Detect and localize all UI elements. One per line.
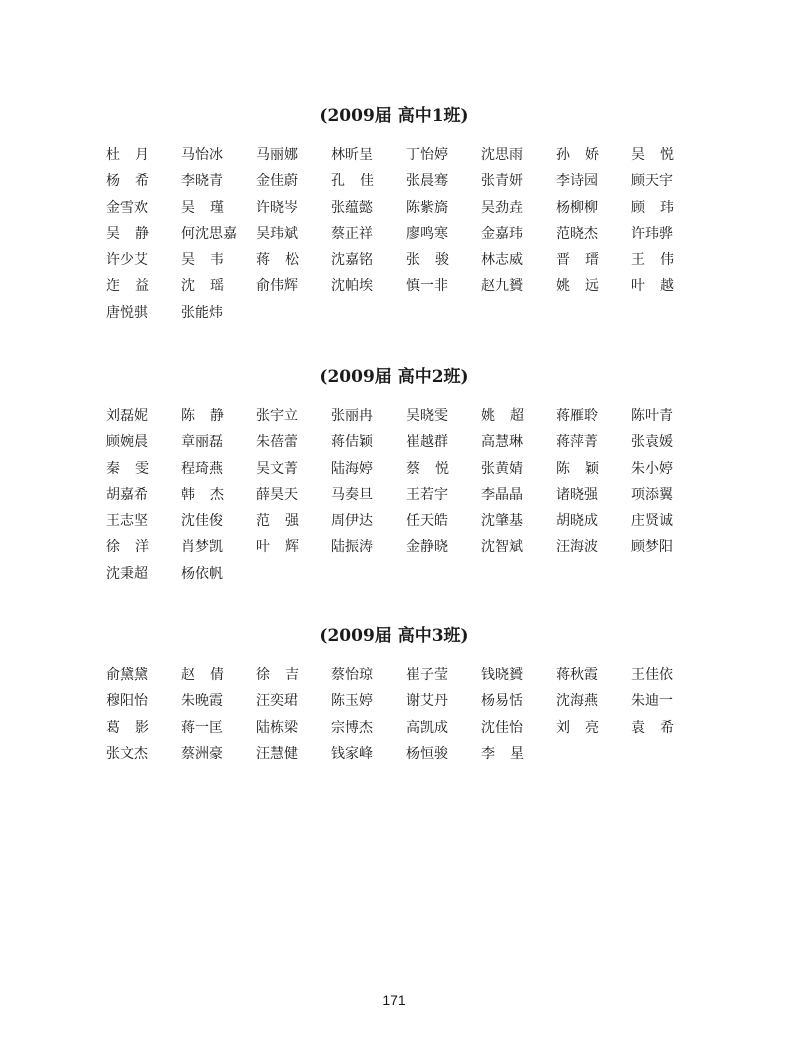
student-name: 范 强 xyxy=(256,513,299,530)
student-name: 汪奕珺 xyxy=(256,693,298,710)
section-title: (2009届 高中3班) xyxy=(319,626,469,646)
student-name: 俞伟辉 xyxy=(256,278,298,295)
student-name: 顾天宇 xyxy=(631,173,673,190)
student-name: 朱迪一 xyxy=(631,693,673,710)
student-name: 顾婉晨 xyxy=(106,434,148,451)
student-name: 陈 静 xyxy=(181,408,224,424)
student-name: 叶 辉 xyxy=(256,539,299,556)
student-name: 沈肇基 xyxy=(481,513,523,530)
student-name: 林志威 xyxy=(481,252,523,269)
student-name: 陈紫旖 xyxy=(406,199,448,216)
student-name: 张能炜 xyxy=(181,304,223,321)
student-name: 吴 悦 xyxy=(631,147,674,163)
student-name: 王佳依 xyxy=(631,667,673,683)
student-name: 姚 超 xyxy=(481,408,524,424)
student-name: 林昕呈 xyxy=(331,147,373,163)
student-name: 朱小婷 xyxy=(631,460,673,477)
student-name: 徐 吉 xyxy=(256,667,299,683)
student-name: 薛昊天 xyxy=(256,486,298,503)
student-name: 李晓青 xyxy=(181,173,223,190)
student-name: 赵 倩 xyxy=(181,667,224,683)
student-name: 沈智斌 xyxy=(481,539,523,556)
student-name: 迮 益 xyxy=(106,278,149,295)
student-name: 许少艾 xyxy=(106,252,148,269)
student-name: 金雪欢 xyxy=(106,199,148,216)
student-name: 马丽娜 xyxy=(256,147,298,163)
student-name: 诸晓强 xyxy=(556,486,598,503)
student-name: 刘 亮 xyxy=(556,719,599,736)
student-name: 蒋 松 xyxy=(256,252,299,269)
student-name: 袁 希 xyxy=(631,719,674,736)
name-grid xyxy=(106,145,706,329)
student-name: 顾梦阳 xyxy=(631,539,673,556)
student-name: 李诗园 xyxy=(556,173,598,190)
student-name: 沈帕埃 xyxy=(331,278,373,295)
student-name: 慎一非 xyxy=(406,278,448,295)
student-name: 张丽冉 xyxy=(331,408,373,424)
student-name: 刘磊妮 xyxy=(106,408,148,424)
student-name: 蒋萍菁 xyxy=(556,434,598,451)
student-name: 胡晓成 xyxy=(556,513,598,530)
student-name: 庄贤诚 xyxy=(631,513,673,530)
student-name: 金静晓 xyxy=(406,539,448,556)
student-name: 唐悦骐 xyxy=(106,304,148,321)
student-name: 蔡 悦 xyxy=(406,460,449,477)
student-name: 陈叶青 xyxy=(631,408,673,424)
student-name: 陈 颖 xyxy=(556,460,599,477)
student-name: 程琦燕 xyxy=(181,460,223,477)
student-name: 陆栋梁 xyxy=(256,719,298,736)
student-name: 肖梦凯 xyxy=(181,539,223,556)
student-name: 孔 佳 xyxy=(331,173,374,190)
student-name: 俞黛黛 xyxy=(106,667,148,683)
student-name: 张蕴懿 xyxy=(331,199,373,216)
student-name: 沈秉超 xyxy=(106,565,148,582)
page-number: 171 xyxy=(382,992,406,1008)
student-name: 李晶晶 xyxy=(481,486,523,503)
student-name: 陆振涛 xyxy=(331,539,373,556)
student-name: 胡嘉希 xyxy=(106,486,148,503)
student-name: 徐 洋 xyxy=(106,539,149,556)
student-name: 廖鸣寒 xyxy=(406,225,448,242)
student-name: 丁怡婷 xyxy=(406,147,448,163)
student-name: 张文杰 xyxy=(106,745,148,762)
student-name: 杨依帆 xyxy=(181,565,223,582)
student-name: 沈嘉铭 xyxy=(331,252,373,269)
student-name: 周伊达 xyxy=(331,513,373,530)
student-name: 蒋雁聆 xyxy=(556,408,598,424)
student-name: 晋 瑨 xyxy=(556,252,599,269)
student-name: 张青妍 xyxy=(481,173,523,190)
student-name: 王若宇 xyxy=(406,486,448,503)
student-name: 沈思雨 xyxy=(481,147,523,163)
student-name: 马奏旦 xyxy=(331,486,373,503)
student-name: 蔡洲豪 xyxy=(181,745,223,762)
student-name: 王 伟 xyxy=(631,252,674,269)
student-name: 韩 杰 xyxy=(181,486,224,503)
student-name: 许玮骅 xyxy=(631,225,673,242)
student-name: 高慧琳 xyxy=(481,434,523,451)
student-name: 张 骏 xyxy=(406,252,449,269)
student-name: 赵九贇 xyxy=(481,278,523,295)
student-name: 章丽磊 xyxy=(181,434,223,451)
student-name: 朱蓓蕾 xyxy=(256,434,298,451)
student-name: 朱晚霞 xyxy=(181,693,223,710)
student-name: 穆阳怡 xyxy=(106,693,148,710)
student-name: 张袁媛 xyxy=(631,434,673,451)
student-name: 钱晓贇 xyxy=(481,667,523,683)
student-name: 张晨骞 xyxy=(406,173,448,190)
student-name: 吴 韦 xyxy=(181,252,224,269)
student-name: 何沈思嘉 xyxy=(181,225,237,242)
section-title: (2009届 高中1班) xyxy=(319,106,469,126)
student-name: 蒋一匡 xyxy=(181,719,223,736)
student-name: 崔越群 xyxy=(406,434,448,451)
student-name: 吴 静 xyxy=(106,225,149,242)
student-name: 吴玮斌 xyxy=(256,225,298,242)
student-name: 范晓杰 xyxy=(556,225,598,242)
student-name: 崔子莹 xyxy=(406,667,448,683)
student-name: 沈海燕 xyxy=(556,693,598,710)
student-name: 陈玉婷 xyxy=(331,693,373,710)
student-name: 沈佳怡 xyxy=(481,719,523,736)
student-name: 杜 月 xyxy=(106,147,149,163)
student-name: 汪海波 xyxy=(556,539,598,556)
student-name: 钱家峰 xyxy=(331,745,373,762)
student-name: 吴晓雯 xyxy=(406,408,448,424)
student-name: 叶 越 xyxy=(631,278,674,295)
student-name: 蒋秋霞 xyxy=(556,667,598,683)
student-name: 马怡冰 xyxy=(181,147,223,163)
student-name: 杨 希 xyxy=(106,173,149,190)
student-name: 杨柳柳 xyxy=(556,199,598,216)
student-name: 李 星 xyxy=(481,745,524,762)
student-name: 张黄婧 xyxy=(481,460,523,477)
student-name: 谢艾丹 xyxy=(406,693,448,710)
student-name: 吴 瑾 xyxy=(181,199,224,216)
student-name: 王志坚 xyxy=(106,513,148,530)
student-name: 葛 影 xyxy=(106,719,149,736)
student-name: 蔡怡琼 xyxy=(331,667,373,683)
student-name: 吴文菁 xyxy=(256,460,298,477)
student-name: 杨恒骏 xyxy=(406,745,448,762)
student-name: 宗博杰 xyxy=(331,719,373,736)
student-name: 许晓岑 xyxy=(256,199,298,216)
student-name: 金嘉玮 xyxy=(481,225,523,242)
student-name: 张宇立 xyxy=(256,408,298,424)
name-grid xyxy=(106,406,706,590)
student-name: 孙 娇 xyxy=(556,147,599,163)
student-name: 沈佳俊 xyxy=(181,513,223,530)
student-name: 任天皓 xyxy=(406,513,448,530)
student-name: 顾 玮 xyxy=(631,199,674,216)
student-name: 汪慧健 xyxy=(256,745,298,762)
name-grid xyxy=(106,665,706,770)
student-name: 陆海婷 xyxy=(331,460,373,477)
student-name: 蔡正祥 xyxy=(331,225,373,242)
student-name: 沈 瑶 xyxy=(181,278,224,295)
student-name: 蒋佶颖 xyxy=(331,434,373,451)
student-name: 吴劲垚 xyxy=(481,199,523,216)
student-name: 高凯成 xyxy=(406,719,448,736)
section-title: (2009届 高中2班) xyxy=(319,367,469,387)
student-name: 金佳蔚 xyxy=(256,173,298,190)
student-name: 项添翼 xyxy=(631,486,673,503)
student-name: 秦 雯 xyxy=(106,460,149,477)
student-name: 杨易恬 xyxy=(481,693,523,710)
student-name: 姚 远 xyxy=(556,278,599,295)
